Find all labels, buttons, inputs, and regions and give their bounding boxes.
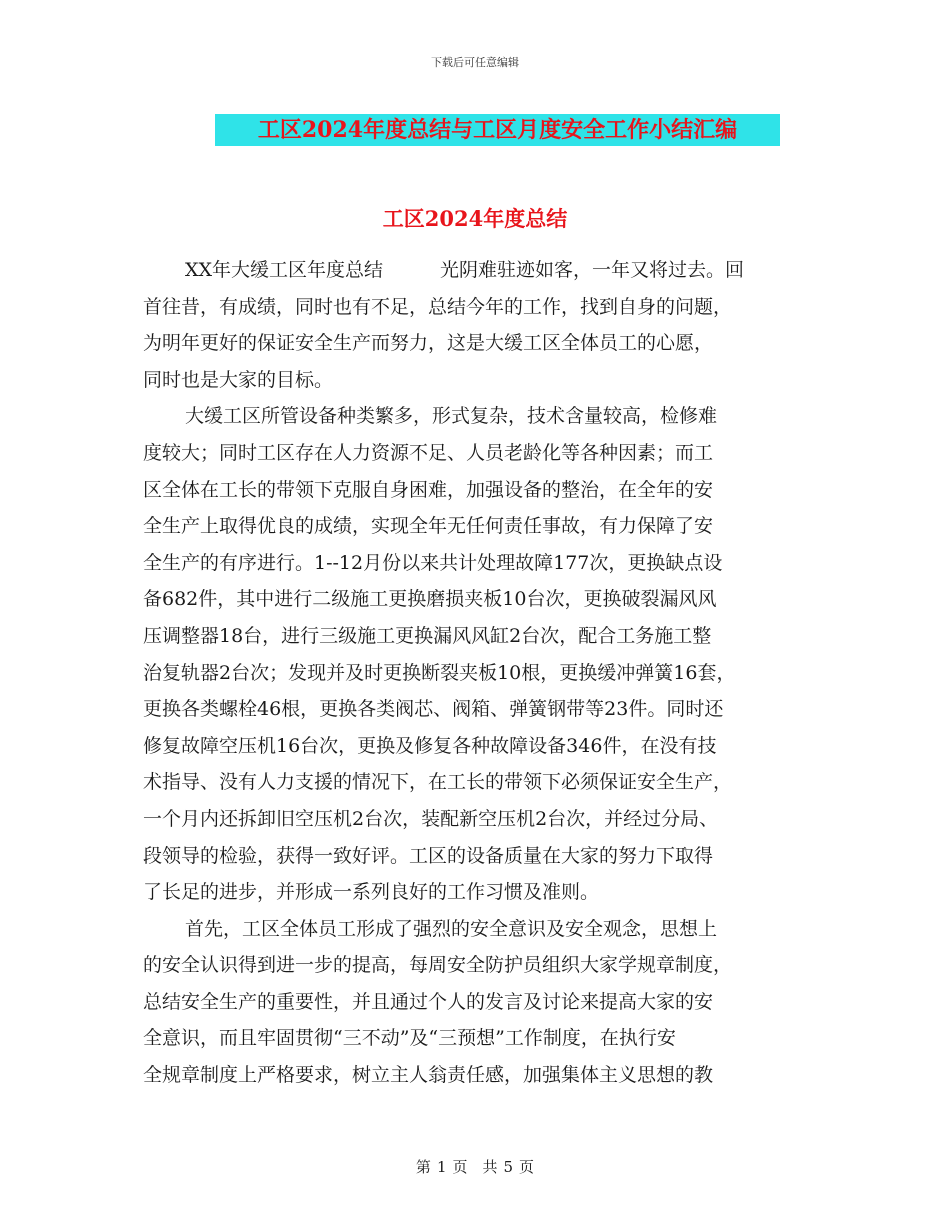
paragraph-line: 术指导、没有人力支援的情况下，在工长的带领下必须保证安全生产， (143, 771, 733, 794)
page-label-suffix: 页 (519, 1158, 535, 1176)
paragraph-line: 备682件，其中进行二级施工更换磨损夹板10台次，更换破裂漏风风 (143, 588, 717, 611)
main-title: 工区2024年度总结与工区月度安全工作小结汇编 (257, 117, 738, 143)
page-label-prefix: 第 (415, 1158, 431, 1176)
paragraph-line: 全生产的有序进行。1--12月份以来共计处理故障177次，更换缺点设 (143, 551, 723, 574)
paragraph-line: 总结安全生产的重要性，并且通过个人的发言及讨论来提高大家的安 (143, 990, 714, 1013)
paragraph-line: 修复故障空压机16台次，更换及修复各种故障设备346件，在没有技 (143, 734, 717, 757)
body-text (143, 252, 823, 1094)
section-title: 工区2024年度总结 (382, 206, 568, 231)
paragraph-line: 区全体在工长的带领下克服自身困难，加强设备的整治，在全年的安 (143, 478, 714, 501)
page-total: 5 (503, 1158, 514, 1176)
paragraph-line: 大缓工区所管设备种类繁多，形式复杂，技术含量较高，检修难 (185, 405, 718, 428)
paragraph-line: 全意识，而且牢固贯彻“三不动”及“三预想”工作制度，在执行安 (143, 1027, 676, 1050)
paragraph-line: 了长足的进步，并形成一系列良好的工作习惯及准则。 (143, 881, 600, 904)
paragraph-line: 同时也是大家的目标。 (143, 368, 334, 391)
paragraph-line: 压调整器18台，进行三级施工更换漏风风缸2台次，配合工务施工整 (143, 624, 712, 647)
paragraph-line: 首往昔，有成绩，同时也有不足，总结今年的工作，找到自身的问题， (143, 295, 733, 318)
header-note: 下载后可任意编辑 (431, 56, 519, 69)
paragraph-line: 为明年更好的保证安全生产而努力，这是大缓工区全体员工的心愿， (143, 332, 714, 355)
paragraph-line: 治复轨器2台次；发现并及时更换断裂夹板10根，更换缓冲弹簧16套， (143, 661, 736, 684)
paragraph-line: 度较大；同时工区存在人力资源不足、人员老龄化等各种因素；而工 (143, 441, 714, 464)
page-number (0, 1156, 950, 1177)
paragraph-line: 一个月内还拆卸旧空压机2台次，装配新空压机2台次，并经过分局、 (143, 807, 719, 830)
paragraph-line: 全规章制度上严格要求，树立主人翁责任感，加强集体主义思想的教 (143, 1064, 714, 1087)
page-current: 1 (436, 1158, 447, 1176)
paragraph-line: XX年大缓工区年度总结 光阴难驻迹如客，一年又将过去。回 (185, 259, 745, 281)
paragraph-line: 首先，工区全体员工形成了强烈的安全意识及安全观念，思想上 (185, 917, 718, 940)
paragraph-line: 全生产上取得优良的成绩，实现全年无任何责任事故，有力保障了安 (143, 515, 714, 538)
paragraph-line: 更换各类螺栓46根，更换各类阀芯、阀箱、弹簧钢带等23件。同时还 (143, 698, 724, 721)
paragraph-line: 的安全认识得到进一步的提高，每周安全防护员组织大家学规章制度， (143, 954, 733, 977)
page-label-mid: 页 共 (452, 1158, 498, 1176)
paragraph-line: 段领导的检验，获得一致好评。工区的设备质量在大家的努力下取得 (143, 844, 714, 867)
